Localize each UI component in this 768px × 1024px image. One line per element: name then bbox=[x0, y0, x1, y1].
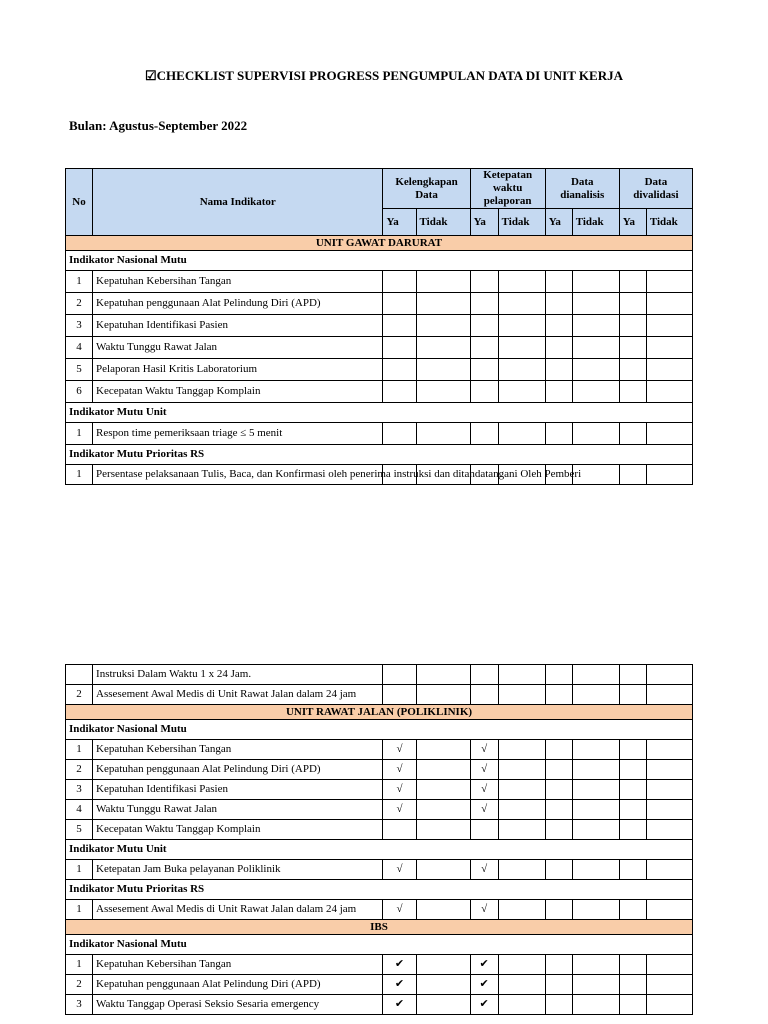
row-indicator: Kepatuhan Kebersihan Tangan bbox=[93, 740, 383, 760]
row-no: 3 bbox=[66, 315, 93, 337]
check-mark: √ bbox=[383, 740, 416, 760]
category-title: Indikator Mutu Prioritas RS bbox=[66, 880, 693, 900]
row-no: 2 bbox=[66, 293, 93, 315]
check-mark: √ bbox=[470, 800, 498, 820]
check-mark: √ bbox=[470, 900, 498, 920]
table-row bbox=[66, 315, 693, 337]
check-mark bbox=[383, 820, 416, 840]
row-indicator: Assesement Awal Medis di Unit Rawat Jalan dalam 24 jam bbox=[93, 900, 383, 920]
header-no: No bbox=[66, 169, 93, 236]
table-row bbox=[66, 740, 693, 760]
row-indicator: Kecepatan Waktu Tanggap Komplain bbox=[93, 820, 383, 840]
header-tidak: Tidak bbox=[416, 209, 470, 236]
check-mark: √ bbox=[470, 780, 498, 800]
check-mark: √ bbox=[383, 800, 416, 820]
row-no bbox=[66, 665, 93, 685]
row-no: 1 bbox=[66, 465, 93, 485]
check-mark: √ bbox=[383, 780, 416, 800]
header-indicator: Nama Indikator bbox=[93, 169, 383, 236]
header-tidak: Tidak bbox=[498, 209, 545, 236]
table-row bbox=[66, 665, 693, 685]
check-mark: √ bbox=[470, 740, 498, 760]
header-ya: Ya bbox=[619, 209, 646, 236]
row-no: 1 bbox=[66, 271, 93, 293]
row-no: 5 bbox=[66, 820, 93, 840]
table-row bbox=[66, 685, 693, 705]
table-row bbox=[66, 359, 693, 381]
check-mark: ✔ bbox=[470, 995, 498, 1015]
row-no: 2 bbox=[66, 975, 93, 995]
table-row bbox=[66, 860, 693, 880]
row-no: 2 bbox=[66, 685, 93, 705]
table-header bbox=[66, 169, 693, 236]
table-row bbox=[66, 293, 693, 315]
table-row bbox=[66, 780, 693, 800]
header-kelengkapan: Kelengkapan Data bbox=[383, 169, 470, 209]
row-indicator: Waktu Tanggap Operasi Seksio Sesaria emergency bbox=[93, 995, 383, 1015]
header-ketepatan: Ketepatan waktu pelaporan bbox=[470, 169, 545, 209]
table-row bbox=[66, 465, 693, 485]
header-ya: Ya bbox=[470, 209, 498, 236]
category-title: Indikator Mutu Unit bbox=[66, 840, 693, 860]
row-no: 1 bbox=[66, 740, 93, 760]
row-no: 4 bbox=[66, 337, 93, 359]
table-row bbox=[66, 800, 693, 820]
category-title: Indikator Mutu Prioritas RS bbox=[66, 445, 693, 465]
row-indicator: Persentase pelaksanaan Tulis, Baca, dan Konfirmasi oleh penerima instruksi dan ditandatangani Oleh Pemberi bbox=[93, 465, 383, 485]
checklist-table-1 bbox=[65, 168, 693, 485]
row-indicator: Assesement Awal Medis di Unit Rawat Jalan dalam 24 jam bbox=[93, 685, 383, 705]
table-row bbox=[66, 337, 693, 359]
check-mark: ✔ bbox=[470, 975, 498, 995]
check-mark: √ bbox=[383, 900, 416, 920]
check-mark: √ bbox=[470, 760, 498, 780]
category-title: Indikator Mutu Unit bbox=[66, 403, 693, 423]
row-no: 1 bbox=[66, 900, 93, 920]
row-indicator: Kecepatan Waktu Tanggap Komplain bbox=[93, 381, 383, 403]
table-row bbox=[66, 271, 693, 293]
table-row bbox=[66, 423, 693, 445]
page-title: ☑CHECKLIST SUPERVISI PROGRESS PENGUMPULAN DATA DI UNIT KERJA bbox=[145, 68, 623, 83]
row-indicator: Kepatuhan penggunaan Alat Pelindung Diri (APD) bbox=[93, 760, 383, 780]
check-mark: ✔ bbox=[383, 955, 416, 975]
category-title: Indikator Nasional Mutu bbox=[66, 720, 693, 740]
row-indicator: Kepatuhan Kebersihan Tangan bbox=[93, 955, 383, 975]
header-divalidasi: Data divalidasi bbox=[619, 169, 692, 209]
table-row bbox=[66, 975, 693, 995]
table-row bbox=[66, 955, 693, 975]
row-no: 1 bbox=[66, 860, 93, 880]
check-mark: √ bbox=[383, 760, 416, 780]
unit-title: IBS bbox=[66, 920, 693, 935]
table-row bbox=[66, 900, 693, 920]
row-indicator: Kepatuhan Identifikasi Pasien bbox=[93, 780, 383, 800]
header-ya: Ya bbox=[545, 209, 572, 236]
row-indicator: Kepatuhan penggunaan Alat Pelindung Diri (APD) bbox=[93, 293, 383, 315]
row-indicator: Waktu Tunggu Rawat Jalan bbox=[93, 337, 383, 359]
check-mark: ✔ bbox=[383, 975, 416, 995]
row-no: 4 bbox=[66, 800, 93, 820]
table-row bbox=[66, 381, 693, 403]
row-indicator: Respon time pemeriksaan triage ≤ 5 menit bbox=[93, 423, 383, 445]
check-mark: √ bbox=[383, 860, 416, 880]
header-tidak: Tidak bbox=[646, 209, 692, 236]
row-no: 6 bbox=[66, 381, 93, 403]
unit-title: UNIT RAWAT JALAN (POLIKLINIK) bbox=[66, 705, 693, 720]
check-mark: ✔ bbox=[470, 955, 498, 975]
row-no: 1 bbox=[66, 423, 93, 445]
row-indicator: Instruksi Dalam Waktu 1 x 24 Jam. bbox=[93, 665, 383, 685]
table-row bbox=[66, 995, 693, 1015]
table-row bbox=[66, 760, 693, 780]
header-tidak: Tidak bbox=[572, 209, 619, 236]
row-indicator: Waktu Tunggu Rawat Jalan bbox=[93, 800, 383, 820]
category-title: Indikator Nasional Mutu bbox=[66, 935, 693, 955]
check-mark: ✔ bbox=[383, 995, 416, 1015]
table-row bbox=[66, 820, 693, 840]
row-indicator: Kepatuhan penggunaan Alat Pelindung Diri (APD) bbox=[93, 975, 383, 995]
row-indicator: Kepatuhan Kebersihan Tangan bbox=[93, 271, 383, 293]
category-title: Indikator Nasional Mutu bbox=[66, 251, 693, 271]
row-no: 5 bbox=[66, 359, 93, 381]
row-no: 3 bbox=[66, 780, 93, 800]
month-label: Bulan: Agustus-September 2022 bbox=[69, 118, 248, 133]
row-no: 1 bbox=[66, 955, 93, 975]
row-no: 2 bbox=[66, 760, 93, 780]
unit-title: UNIT GAWAT DARURAT bbox=[66, 236, 693, 251]
checklist-table-2 bbox=[65, 664, 693, 1015]
row-indicator: Ketepatan Jam Buka pelayanan Poliklinik bbox=[93, 860, 383, 880]
check-mark: √ bbox=[470, 860, 498, 880]
header-dianalisis: Data dianalisis bbox=[545, 169, 619, 209]
header-ya: Ya bbox=[383, 209, 416, 236]
check-mark bbox=[470, 820, 498, 840]
row-no: 3 bbox=[66, 995, 93, 1015]
row-indicator: Kepatuhan Identifikasi Pasien bbox=[93, 315, 383, 337]
row-indicator: Pelaporan Hasil Kritis Laboratorium bbox=[93, 359, 383, 381]
